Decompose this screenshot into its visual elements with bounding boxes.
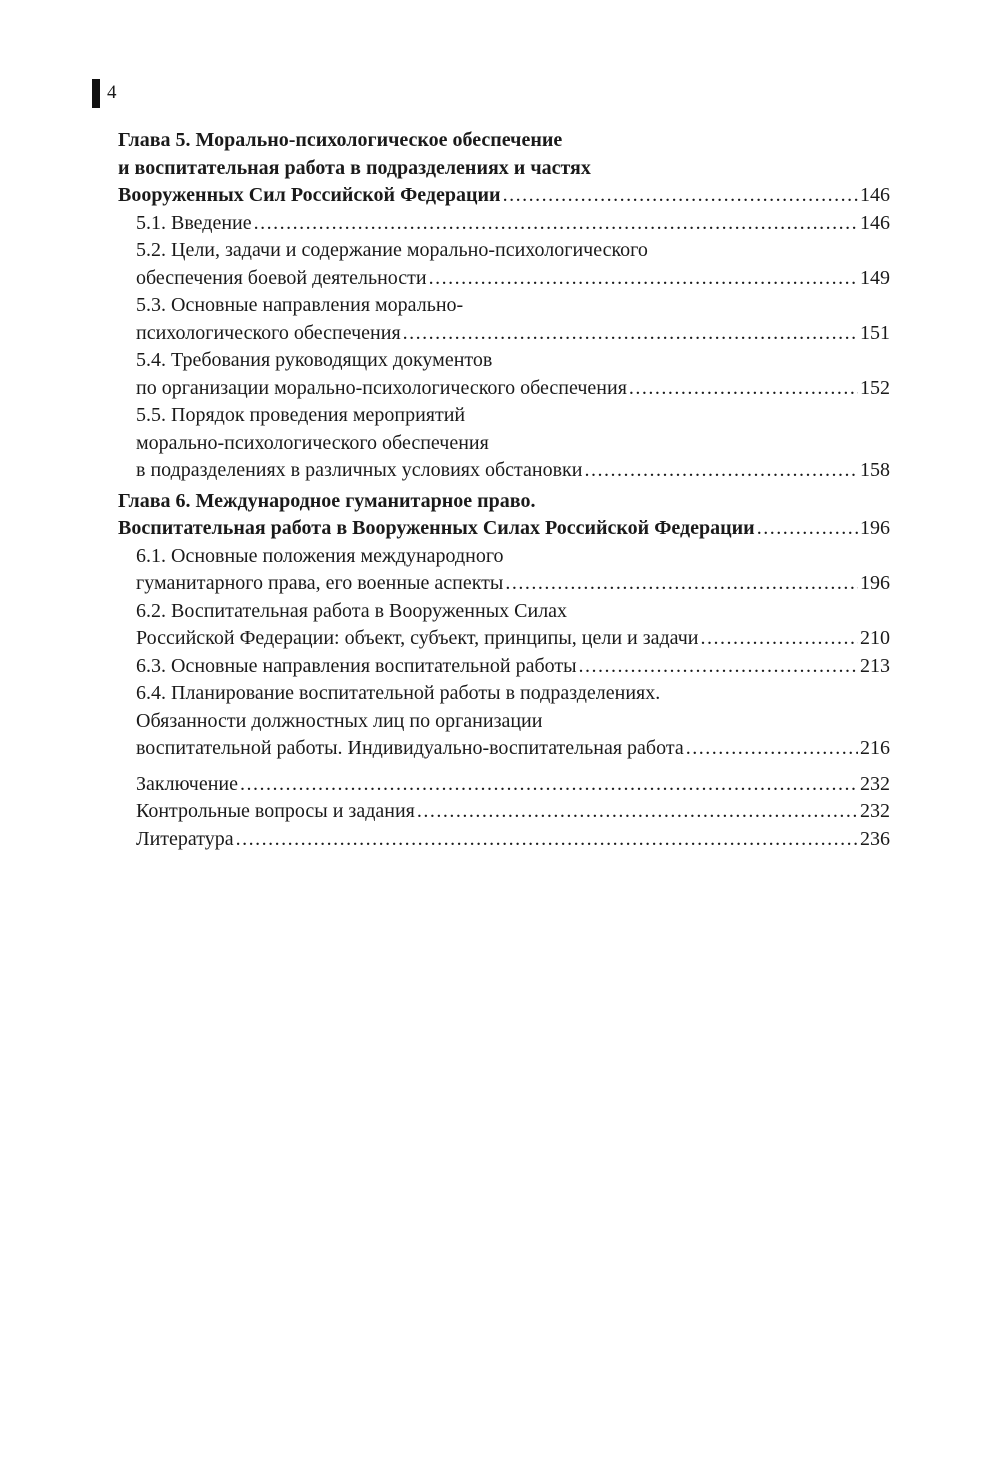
dot-leader: [503, 182, 858, 210]
dot-leader: [757, 515, 858, 543]
page-ref: 146: [860, 211, 890, 234]
page-ref: 196: [860, 572, 890, 594]
dot-leader: [584, 457, 858, 485]
section-title-line: 5.2. Цели, задачи и содержание морально-психологического: [136, 239, 648, 261]
toc-entry[interactable]: [118, 457, 890, 485]
section-title-line: 6.4. Планирование воспитательной работы в подразделениях.: [136, 682, 661, 704]
chapter-title-last-line: Воспитательная работа в Вооруженных Силах Российской Федерации: [118, 517, 755, 539]
page-ref: 236: [860, 827, 890, 850]
back-matter: [118, 771, 890, 854]
entry-title: Литература: [136, 827, 234, 850]
toc-entry[interactable]: [118, 375, 890, 403]
page-number: 4: [107, 82, 117, 103]
toc-entry[interactable]: [118, 265, 890, 293]
page-ref: 158: [860, 459, 890, 481]
chapter-title-last-line: Вооруженных Сил Российской Федерации: [118, 184, 501, 206]
toc-entry[interactable]: [118, 653, 890, 681]
section-title-line: 6.1. Основные положения международного: [136, 544, 504, 567]
toc-entry-questions[interactable]: [118, 798, 890, 826]
section-title-line: 5.4. Требования руководящих документов: [136, 349, 493, 371]
toc-entry[interactable]: [118, 735, 890, 763]
section-title-last-line: гуманитарного права, его военные аспекты: [136, 572, 504, 594]
chapter-title-line: Глава 6. Международное гуманитарное право.: [118, 489, 536, 512]
toc-entry-conclusion[interactable]: [118, 771, 890, 799]
section-title-line: морально-психологического обеспечения: [136, 431, 489, 454]
toc-entry[interactable]: [118, 515, 890, 543]
chapter-6: [118, 488, 890, 763]
page-ref: 196: [860, 517, 890, 539]
chapter-title-line: Глава 5. Морально-психологическое обеспечение: [118, 129, 563, 151]
entry-title: Контрольные вопросы и задания: [136, 800, 415, 822]
dot-leader: [417, 798, 858, 826]
section-title-line: 5.3. Основные направления морально-: [136, 294, 464, 316]
dot-leader: [579, 653, 858, 681]
page-ref: 216: [860, 737, 890, 759]
page-ref: 213: [860, 654, 890, 677]
chapter-title-line: и воспитательная работа в подразделениях и частях: [118, 156, 591, 179]
dot-leader: [629, 375, 858, 403]
dot-leader: [240, 771, 858, 799]
page-ref: 232: [860, 800, 890, 822]
section-title-last-line: в подразделениях в различных условиях обстановки: [136, 459, 583, 481]
section-title-last-line: Российской Федерации: объект, субъект, принципы, цели и задачи: [136, 627, 699, 649]
dot-leader: [236, 826, 858, 854]
dot-leader: [505, 570, 858, 598]
toc-entry[interactable]: [118, 570, 890, 598]
toc-entry[interactable]: [118, 625, 890, 653]
dot-leader: [701, 625, 858, 653]
toc-entry[interactable]: [118, 320, 890, 348]
page-ref: 210: [860, 627, 890, 649]
section-title-last-line: воспитательной работы. Индивидуально-воспитательная работа: [136, 737, 684, 759]
section-title: 6.3. Основные направления воспитательной работы: [136, 654, 577, 677]
dot-leader: [429, 265, 858, 293]
dot-leader: [403, 320, 858, 348]
section-title-line: 5.5. Порядок проведения мероприятий: [136, 404, 466, 426]
page-ref: 232: [860, 772, 890, 795]
page-ref: 149: [860, 266, 890, 289]
table-of-contents: [118, 127, 890, 853]
section-title-last-line: обеспечения боевой деятельности: [136, 266, 427, 289]
page-marker-bar: [92, 79, 100, 108]
dot-leader: [254, 210, 858, 238]
page-ref: 151: [860, 321, 890, 344]
page-ref: 152: [860, 376, 890, 399]
page-ref: 146: [860, 184, 890, 206]
section-title-last-line: по организации морально-психологического обеспечения: [136, 376, 627, 399]
toc-entry-literature[interactable]: [118, 826, 890, 854]
section-title-line: Обязанности должностных лиц по организации: [136, 709, 543, 732]
toc-entry[interactable]: [118, 210, 890, 238]
dot-leader: [686, 735, 858, 763]
section-title-last-line: психологического обеспечения: [136, 321, 401, 344]
section-title: 5.1. Введение: [136, 211, 252, 234]
entry-title: Заключение: [136, 772, 238, 795]
section-title-line: 6.2. Воспитательная работа в Вооруженных Силах: [136, 599, 568, 622]
toc-entry[interactable]: [118, 182, 890, 210]
chapter-5: [118, 127, 890, 485]
